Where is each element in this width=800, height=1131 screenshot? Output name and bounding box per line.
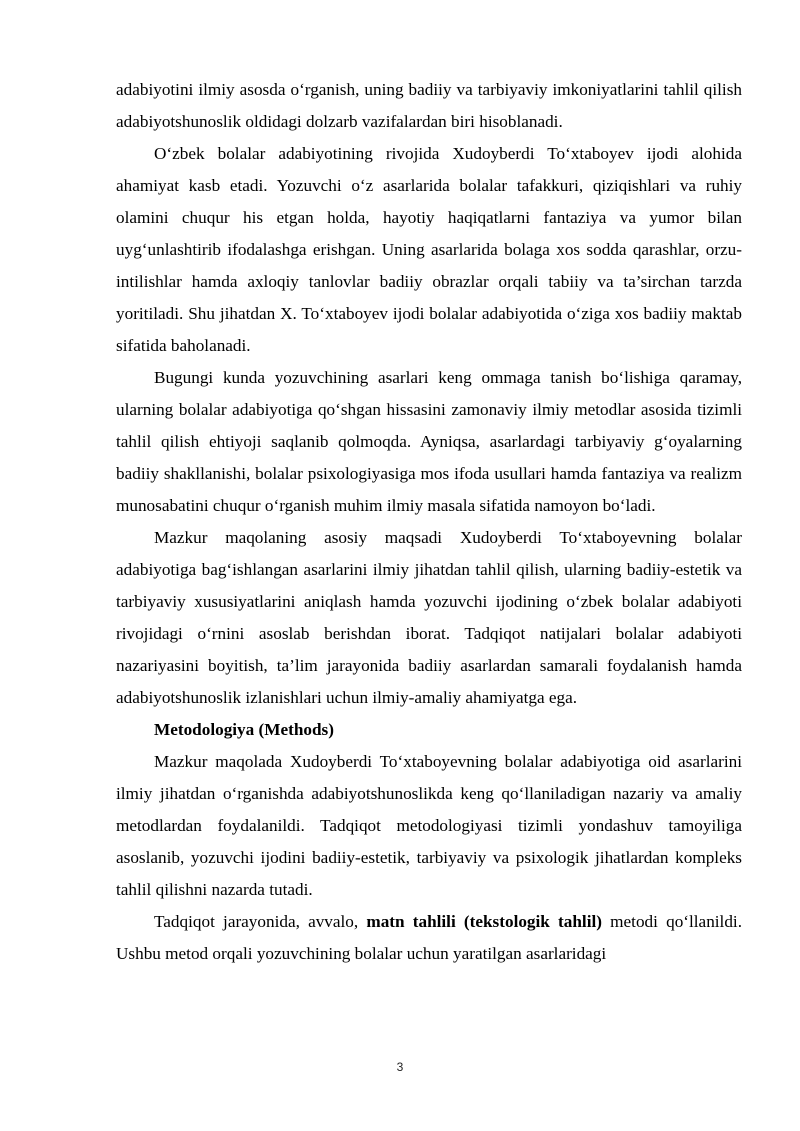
paragraph-methods: Mazkur maqolada Xudoyberdi To‘xtaboyevning bolalar adabiyotiga oid asarlarini ilmiy jihatdan o‘rganishda adabiyotshunoslikda keng qo‘llaniladigan nazariy va amaliy metodlardan foydalanildi. Tadqiqot metodologiyasi tizimli yondashuv tamoyiliga asoslanib, yozuvchi ijodini badiiy-estetik, tarbiyaviy va psixologik jihatlardan kompleks tahlil qilishni nazarda tutadi.	[116, 752, 742, 899]
page-number: 3	[396, 1060, 404, 1074]
section-heading-methods: Metodologiya (Methods)	[154, 720, 334, 739]
body-text	[116, 74, 742, 970]
paragraph-text-analysis	[116, 906, 742, 970]
paragraph-relevance: Bugungi kunda yozuvchining asarlari keng ommaga tanish bo‘lishiga qaramay, ularning bolalar adabiyotiga qo‘shgan hissasini zamonaviy ilmiy metodlar asosida tizimli tahlil qilish ehtiyoji saqlanib qolmoqda. Ayniqsa, asarlardagi tarbiyaviy g‘oyalarning badiiy shakllanishi, bolalar psixologiyasiga mos ifoda usullari hamda fantaziya va realizm munosabatini chuqur o‘rganish muhim ilmiy masala sifatida namoyon bo‘ladi.	[116, 368, 742, 515]
paragraph-continuation: adabiyotini ilmiy asosda o‘rganish, uning badiiy va tarbiyaviy imkoniyatlarini tahlil qilish adabiyotshunoslik oldidagi dolzarb vazifalardan biri hisoblanadi.	[116, 80, 742, 131]
text-analysis-term: matn tahlili (tekstologik tahlil)	[366, 912, 602, 931]
text-analysis-lead: Tadqiqot jarayonida, avvalo,	[154, 912, 367, 931]
paragraph-intro-author: O‘zbek bolalar adabiyotining rivojida Xudoyberdi To‘xtaboyev ijodi alohida ahamiyat kasb etadi. Yozuvchi o‘z asarlarida bolalar tafakkuri, qiziqishlari va ruhiy olamini chuqur his etgan holda, hayotiy haqiqatlarni fantaziya va yumor bilan uyg‘unlashtirib ifodalashga erishgan. Uning asarlarida bolaga xos sodda qarashlar, orzu-intilishlar hamda axloqiy tanlovlar badiiy obrazlar orqali tabiiy va ta’sirchan tarzda yoritiladi. Shu jihatdan X. To‘xtaboyev ijodi bolalar adabiyotida o‘ziga xos badiiy maktab sifatida baholanadi.	[116, 144, 742, 355]
paragraph-aim: Mazkur maqolaning asosiy maqsadi Xudoyberdi To‘xtaboyevning bolalar adabiyotiga bag‘ishlangan asarlarini ilmiy jihatdan tahlil qilish, ularning badiiy-estetik va tarbiyaviy xususiyatlarini aniqlash hamda yozuvchi ijodining o‘zbek bolalar adabiyoti rivojidagi o‘rnini asoslab berishdan iborat. Tadqiqot natijalari bolalar adabiyoti nazariyasini boyitish, ta’lim jarayonida badiiy asarlardan samarali foydalanish hamda adabiyotshunoslik izlanishlari uchun ilmiy-amaliy ahamiyatga ega.	[116, 528, 742, 707]
text-analysis-rest: metodi qo‘llanildi. Ushbu metod orqali yozuvchining bolalar uchun yaratilgan asarlaridagi	[116, 912, 742, 963]
